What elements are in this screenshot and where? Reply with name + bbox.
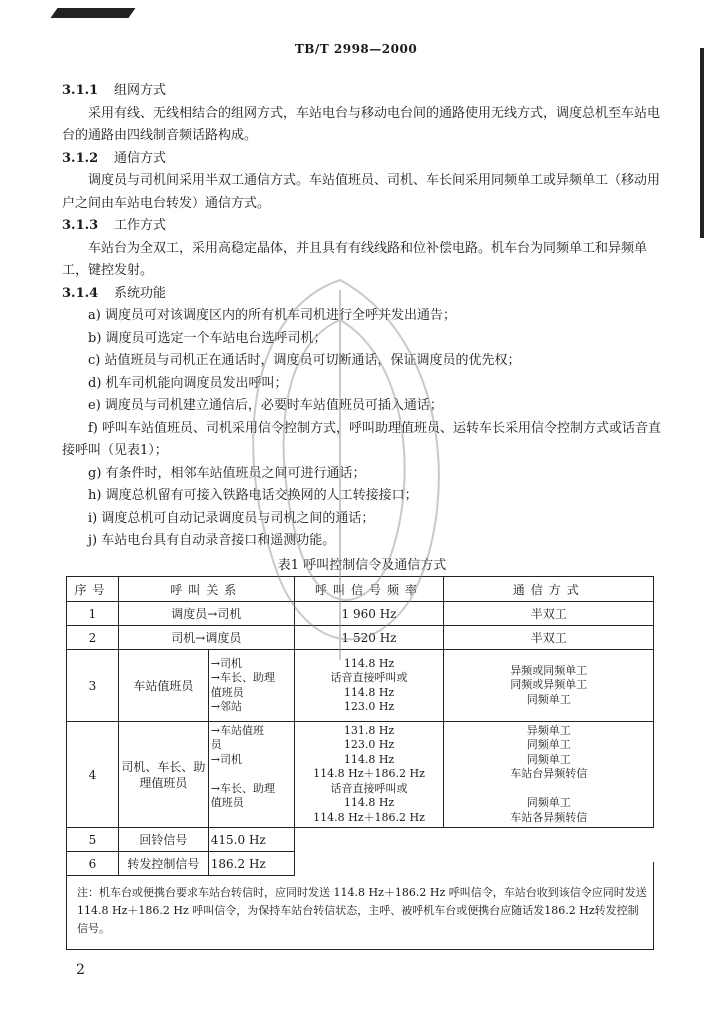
row-relation: 司机→调度员 [118, 626, 294, 650]
function-item-f: f) 呼叫车站值班员、司机采用信令控制方式，呼叫助理值班员、运转车长采用信令控制方式或话音直接呼叫（见表1）； [62, 420, 662, 458]
table-note: 注：机车台或便携台要求车站台转信时，应同时发送 114.8 Hz＋186.2 Hz 呼叫信令，车站台收到该信令应同时发送 114.8 Hz＋186.2 Hz 呼叫信令，为保持车站台转信状态，主呼、被呼机车台或便携台应随话发186.2 Hz转发控制信号。 [66, 878, 654, 950]
table-row [67, 722, 654, 828]
row-no: 1 [67, 602, 119, 626]
header-freq: 呼叫信号频率 [294, 577, 444, 602]
function-item-a: a) 调度员可对该调度区内的所有机车司机进行全呼并发出通告； [88, 308, 456, 323]
row-targets: →车站值班 员 →司机 →车长、助理 值班员 [208, 722, 294, 828]
signal-table [66, 576, 654, 876]
row-targets: →司机 →车长、助理 值班员 →邻站 [208, 650, 294, 722]
row-no: 4 [67, 722, 119, 828]
row-freqs: 114.8 Hz 话音直接呼叫或 114.8 Hz 123.0 Hz [294, 650, 444, 722]
row-no: 3 [67, 650, 119, 722]
page-number: 2 [76, 962, 85, 978]
function-item-j: j) 车站电台具有自动录音接口和遥测功能。 [88, 533, 336, 548]
table-row [67, 650, 654, 722]
row-caller: 车站值班员 [118, 650, 208, 722]
row-freq: 1 960 Hz [294, 602, 444, 626]
function-item-c: c) 站值班员与司机正在通话时，调度员可切断通话，保证调度员的优先权； [88, 353, 521, 368]
row-freq: 186.2 Hz [208, 852, 294, 876]
row-modes: 异频单工 同频单工 同频单工 车站台异频转信 同频单工 车站各异频转信 [444, 722, 654, 828]
function-item-g: g) 有条件时，相邻车站值班员之间可进行通话； [88, 465, 366, 481]
header-mode: 通信方式 [444, 577, 654, 602]
section-3-1-1-text: 采用有线、无线相结合的组网方式，车站电台与移动电台间的通路使用无线方式，调度总机至车站电台的通路由四线制音频话路构成。 [62, 105, 661, 143]
page-header: TB/T 2998—2000 [294, 42, 418, 56]
function-item-h: h) 调度总机留有可接入铁路电话交换网的人工转接接口； [88, 488, 418, 503]
body-content [62, 80, 662, 579]
row-freq: 415.0 Hz [208, 828, 294, 852]
table-header-row [67, 577, 654, 602]
section-3-1-2-text: 调度员与司机间采用半双工通信方式。车站值班员、司机、车长间采用同频单工或异频单工（移动用户之间由车站电台转发）通信方式。 [62, 173, 661, 211]
section-3-1-3-text: 车站台为全双工，采用高稳定晶体，并且具有有线线路和位补偿电路。机车台为同频单工和异频单工，键控发射。 [62, 240, 648, 278]
section-3-1-4-heading: 3.1.4 系统功能 [62, 285, 167, 301]
function-item-e: e) 调度员与司机建立通信后，必要时车站值班员可插入通话； [88, 398, 443, 413]
table-row [67, 626, 654, 650]
row-no: 2 [67, 626, 119, 650]
row-modes: 异频或同频单工 同频或异频单工 同频单工 [444, 650, 654, 722]
function-item-b: b) 调度员可选定一个车站电台选呼司机； [88, 330, 327, 346]
table-row [67, 602, 654, 626]
edge-mark [700, 48, 704, 238]
row-relation: 调度员→司机 [118, 602, 294, 626]
row-mode: 半双工 [444, 602, 654, 626]
row-mode: 半双工 [444, 626, 654, 650]
section-3-1-1-heading: 3.1.1 组网方式 [62, 83, 167, 98]
function-item-i: i) 调度总机可自动记录调度员与司机之间的通话； [88, 510, 375, 526]
row-relation: 转发控制信号 [118, 852, 208, 876]
section-3-1-2-heading: 3.1.2 通信方式 [62, 150, 167, 166]
row-no: 6 [67, 852, 119, 876]
table-note-spacer [66, 862, 654, 878]
row-no: 5 [67, 828, 119, 852]
section-3-1-3-heading: 3.1.3 工作方式 [62, 218, 167, 233]
header-relation: 呼叫关系 [118, 577, 294, 602]
table-row [67, 828, 654, 852]
row-relation: 回铃信号 [118, 828, 208, 852]
corner-mark [50, 8, 135, 18]
row-freq: 1 520 Hz [294, 626, 444, 650]
header-no: 序号 [67, 577, 119, 602]
row-caller: 司机、车长、助理值班员 [118, 722, 208, 828]
row-freqs: 131.8 Hz 123.0 Hz 114.8 Hz 114.8 Hz＋186.2 Hz 话音直接呼叫或 114.8 Hz 114.8 Hz＋186.2 Hz [294, 722, 444, 828]
table-caption: 表1 呼叫控制信令及通信方式 [277, 557, 447, 573]
function-item-d: d) 机车司机能向调度员发出呼叫； [88, 375, 288, 391]
